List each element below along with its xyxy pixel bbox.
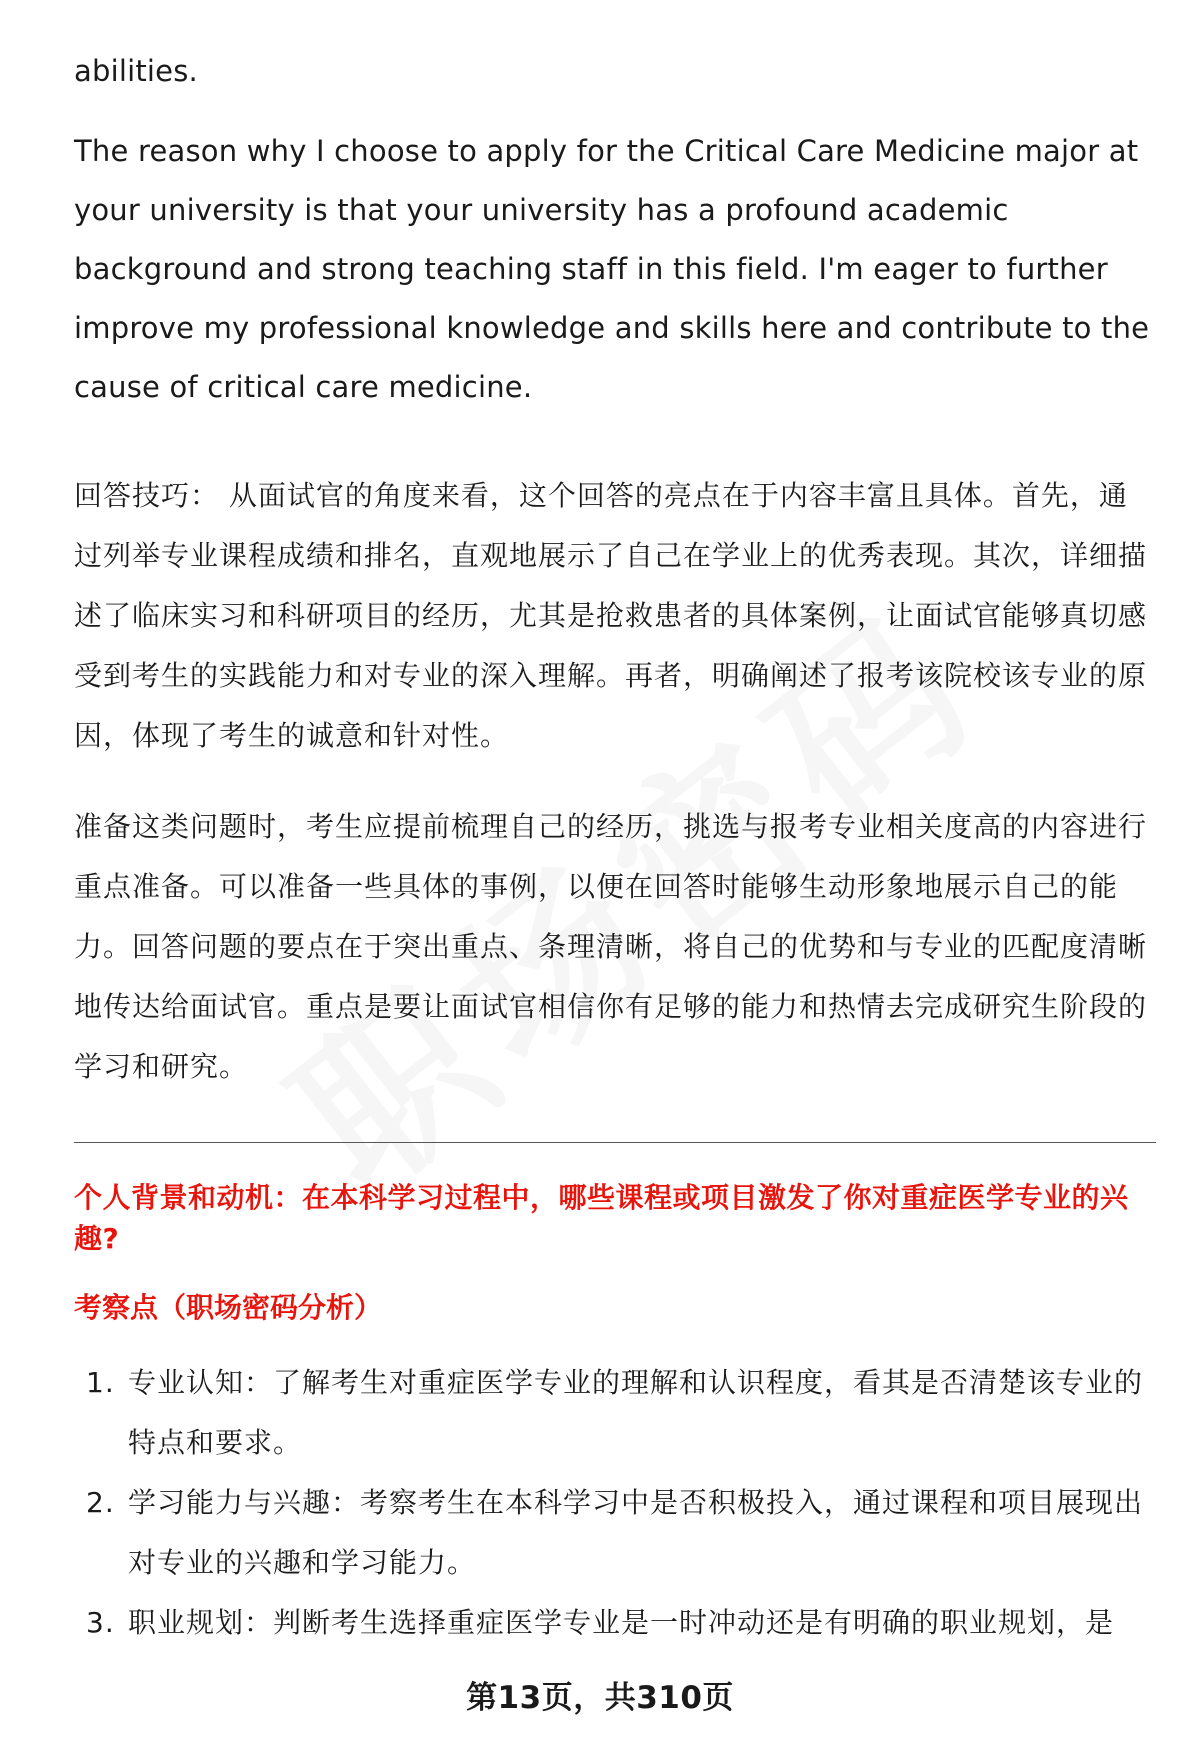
document-page <box>74 0 1156 1755</box>
list-item-number: 1. <box>86 1366 115 1399</box>
assessment-subheading: 考察点（职场密码分析） <box>74 1291 383 1324</box>
question-heading: 个人背景和动机：在本科学习过程中，哪些课程或项目激发了你对重症医学专业的兴趣? <box>74 1181 1129 1255</box>
list-item <box>74 1593 1156 1653</box>
list-item-text: 专业认知：了解考生对重症医学专业的理解和认识程度，看其是否清楚该专业的特点和要求。 <box>128 1366 1144 1459</box>
paragraph-preparation: 准备这类问题时，考生应提前梳理自己的经历，挑选与报考专业相关度高的内容进行重点准备。可以准备一些具体的事例，以便在回答时能够生动形象地展示自己的能力。回答问题的要点在于突出重点、条理清晰，将自己的优势和与专业的匹配度清晰地传达给面试官。重点是要让面试官相信你有足够的能力和热情去完成研究生阶段的学习和研究。 <box>74 810 1148 1083</box>
paragraph-answer-tips: 回答技巧： 从面试官的角度来看，这个回答的亮点在于内容丰富且具体。首先，通过列举专业课程成绩和排名，直观地展示了自己在学业上的优秀表现。其次，详细描述了临床实习和科研项目的经历，尤其是抢救患者的具体案例，让面试官能够真切感受到考生的实践能力和对专业的深入理解。再者，明确阐述了报考该院校该专业的原因，体现了考生的诚意和针对性。 <box>74 479 1148 752</box>
list-item <box>74 1353 1156 1473</box>
paragraph-abilities: abilities. <box>74 54 198 88</box>
list-item-number: 2. <box>86 1486 115 1519</box>
list-item <box>74 1473 1156 1593</box>
page-number: 第13页，共310页 <box>466 1680 734 1716</box>
list-item-number: 3. <box>86 1606 115 1639</box>
paragraph-reason: The reason why I choose to apply for the Critical Care Medicine major at your university is that your university has a profound academic background and strong teaching staff in this field. I'm eager to further improve my professional knowledge and skills here and contribute to the cause of critical care medicine. <box>74 134 1150 404</box>
section-divider <box>74 1142 1156 1143</box>
list-item-text: 学习能力与兴趣：考察考生在本科学习中是否积极投入，通过课程和项目展现出对专业的兴趣和学习能力。 <box>128 1486 1144 1579</box>
list-item-text: 职业规划：判断考生选择重症医学专业是一时冲动还是有明确的职业规划，是 <box>128 1606 1115 1639</box>
assessment-list <box>74 1353 1156 1653</box>
